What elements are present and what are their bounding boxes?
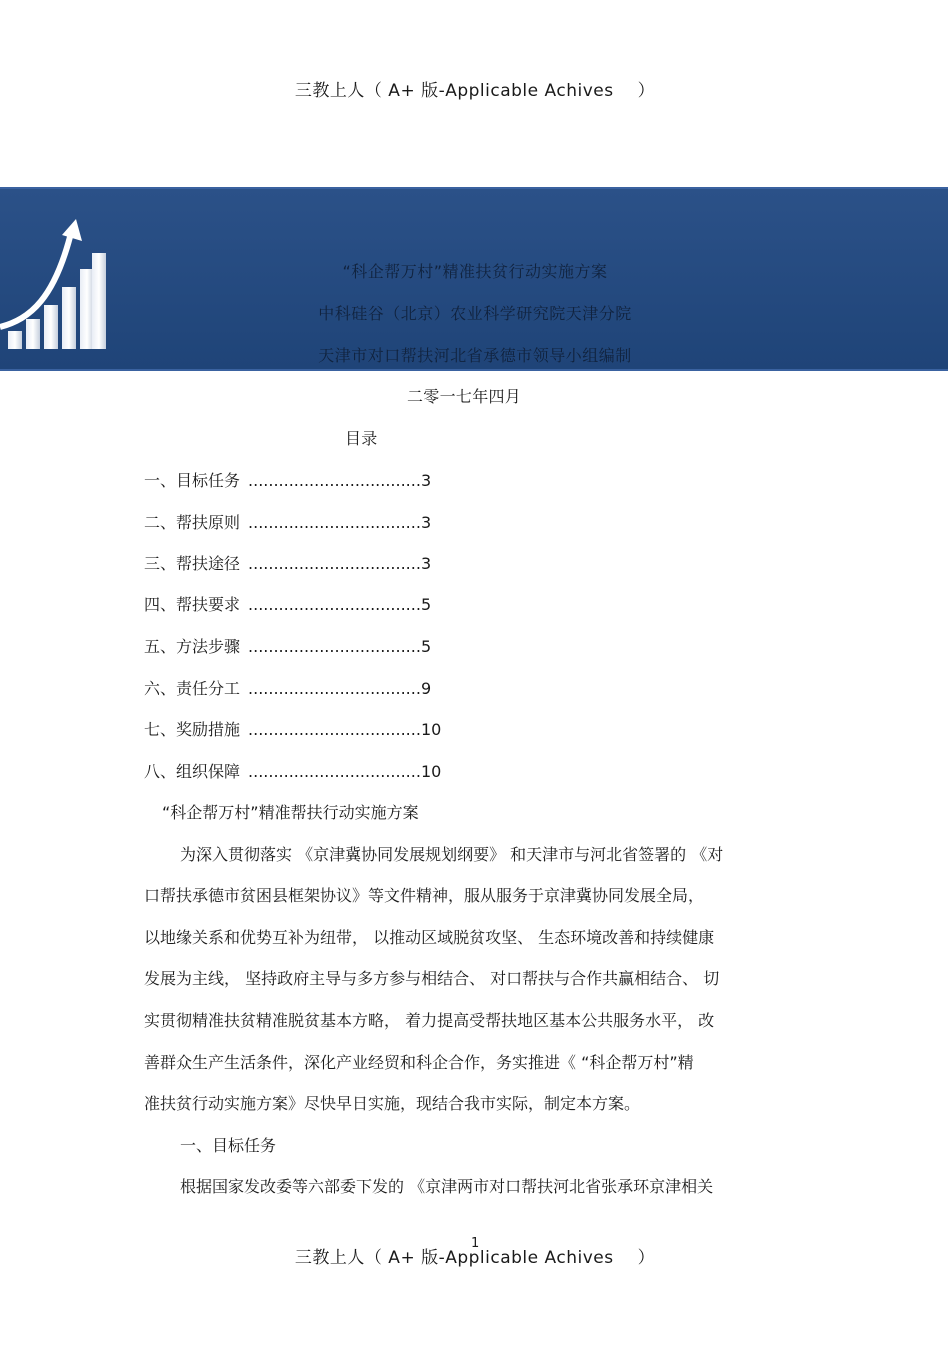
document-title-text: “科企帮万村”精准帮扶行动实施方案 xyxy=(162,803,419,822)
toc-item-page: 3 xyxy=(420,554,432,573)
toc-item-label: 六、责任分工 xyxy=(144,679,241,698)
growth-chart-icon xyxy=(0,219,120,349)
toc-item-label: 四、帮扶要求 xyxy=(144,595,241,614)
paragraph-line xyxy=(144,1174,809,1197)
toc-leader: .................................. xyxy=(248,513,421,532)
running-header-close: ） xyxy=(637,81,656,101)
running-header xyxy=(0,76,950,101)
toc-leader: .................................. xyxy=(248,554,421,573)
paragraph-line: 善群众生产生活条件，深化产业经贸和科企合作，务实推进《 “科企帮万村”精 xyxy=(144,1053,694,1072)
toc-item-page: 5 xyxy=(420,595,432,614)
toc-leader: .................................. xyxy=(248,679,421,698)
section-heading xyxy=(144,1133,809,1156)
toc-leader: .................................. xyxy=(248,471,421,490)
toc-item[interactable] xyxy=(144,592,431,615)
paragraph-line: 以地缘关系和优势互补为纽带， 以推动区域脱贫攻坚、 生态环境改善和持续健康 xyxy=(144,928,715,947)
toc-item[interactable] xyxy=(144,510,431,533)
toc-item[interactable] xyxy=(144,759,441,782)
paragraph-line: 准扶贫行动实施方案》尽快早日实施，现结合我市实际，制定本方案。 xyxy=(144,1094,641,1113)
toc-item-page: 5 xyxy=(420,637,432,656)
page-number: 1 xyxy=(471,1236,480,1251)
toc-item-label: 七、奖励措施 xyxy=(144,720,241,739)
paragraph-line: 口帮扶承德市贫困县框架协议》等文件精神，服从服务于京津冀协同发展全局， xyxy=(144,886,705,905)
running-footer-text: 三教上人（ A+ 版-Applicable Achives xyxy=(294,1248,614,1268)
section-heading-text: 一、目标任务 xyxy=(180,1136,277,1155)
paragraph-text: 根据国家发改委等六部委下发的 《京津两市对口帮扶河北省张承环京津相关 xyxy=(180,1177,714,1196)
toc-item[interactable] xyxy=(144,717,441,740)
toc-title: 目录 xyxy=(345,429,378,448)
paragraph-line: 发展为主线， 坚持政府主导与多方参与相结合、 对口帮扶与合作共赢相结合、 切 xyxy=(144,969,720,988)
running-footer xyxy=(0,1243,950,1268)
toc-item[interactable] xyxy=(144,676,431,699)
toc-item-page: 10 xyxy=(420,720,442,739)
toc-leader: .................................. xyxy=(248,762,421,781)
paragraph-line xyxy=(144,842,809,865)
toc-item-page: 3 xyxy=(420,471,432,490)
toc-item-label: 二、帮扶原则 xyxy=(144,513,241,532)
toc-item-label: 三、帮扶途径 xyxy=(144,554,241,573)
toc-leader: .................................. xyxy=(248,720,421,739)
document-title xyxy=(144,800,809,823)
publish-date: 二零一七年四月 xyxy=(407,387,522,406)
paragraph-text: 为深入贯彻落实 《京津冀协同发展规划纲要》 和天津市与河北省签署的 《对 xyxy=(180,845,724,864)
toc-item-label: 五、方法步骤 xyxy=(144,637,241,656)
organization-line: 中科硅谷（北京）农业科学研究院天津分院 xyxy=(318,304,632,323)
toc-item-page: 3 xyxy=(420,513,432,532)
plan-title: “科企帮万村”精准扶贫行动实施方案 xyxy=(342,262,608,281)
toc-item[interactable] xyxy=(144,468,431,491)
toc-item-label: 一、目标任务 xyxy=(144,471,241,490)
toc-leader: .................................. xyxy=(248,637,421,656)
toc-leader: .................................. xyxy=(248,595,421,614)
paragraph-line: 实贯彻精准扶贫精准脱贫基本方略， 着力提高受帮扶地区基本公共服务水平， 改 xyxy=(144,1011,715,1030)
toc-item-page: 10 xyxy=(420,762,442,781)
toc-item[interactable] xyxy=(144,551,431,574)
toc-item[interactable] xyxy=(144,634,431,657)
running-footer-close: ） xyxy=(637,1248,656,1268)
editor-line: 天津市对口帮扶河北省承德市领导小组编制 xyxy=(318,346,632,365)
running-header-text: 三教上人（ A+ 版-Applicable Achives xyxy=(294,81,614,101)
toc-item-page: 9 xyxy=(420,679,432,698)
toc-item-label: 八、组织保障 xyxy=(144,762,241,781)
